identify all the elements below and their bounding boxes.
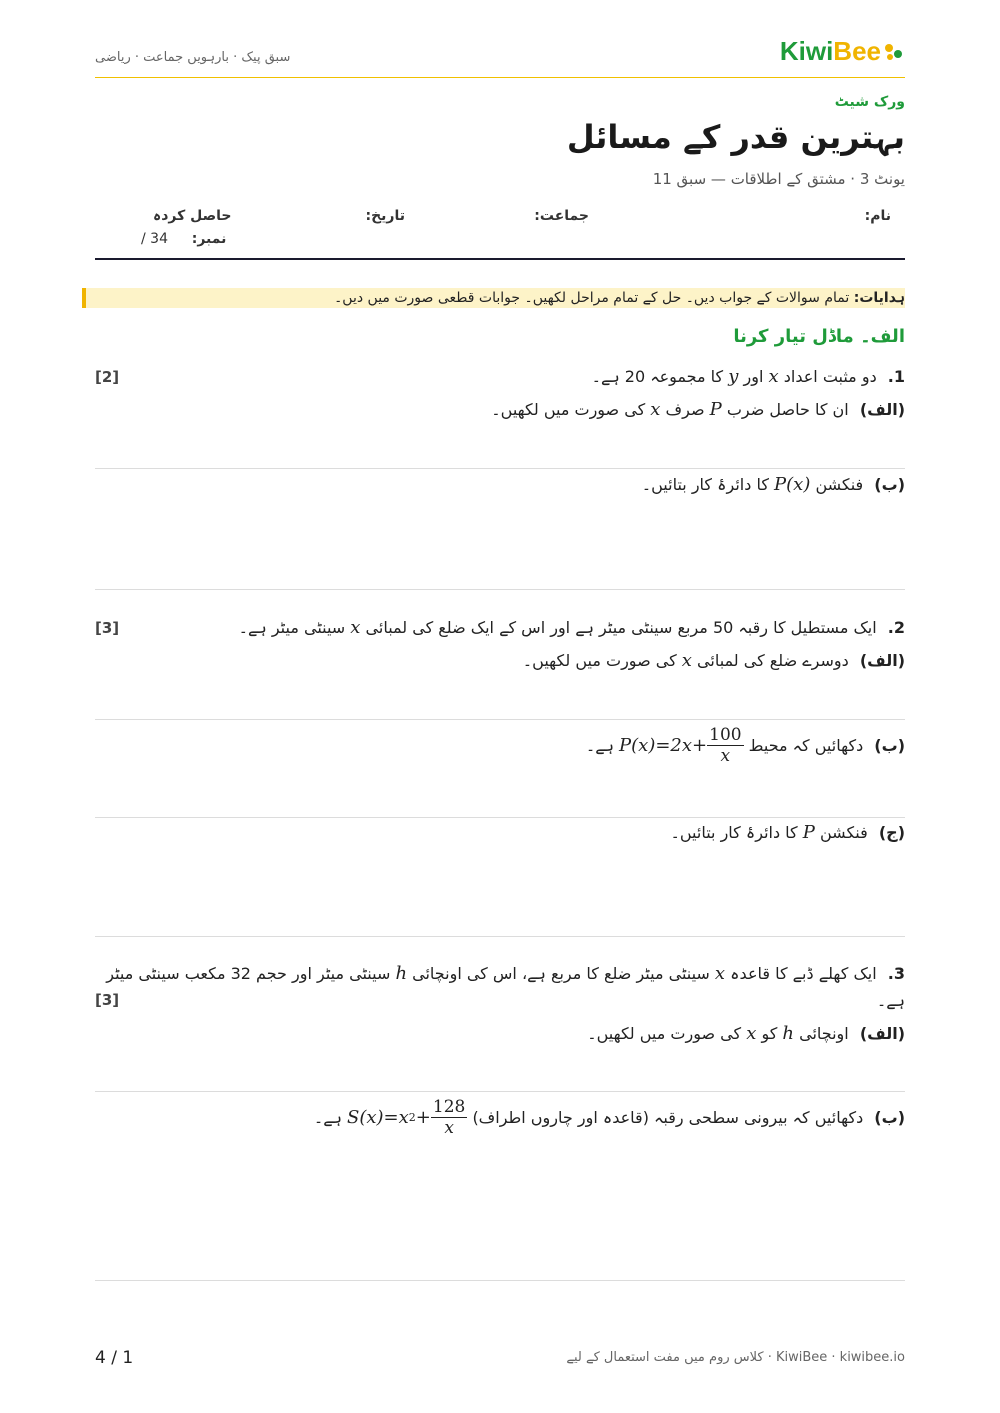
marks-total: / 34 [141, 231, 168, 247]
question-1a [491, 399, 905, 420]
q1a-label: (الف) [859, 400, 905, 419]
logo-dots-icon [883, 41, 905, 63]
answer-line-q2a [95, 719, 905, 720]
q1a-var-p: P [709, 399, 722, 420]
q3b-exponent: 2 [408, 1111, 416, 1124]
q3a-label: (الف) [859, 1024, 905, 1043]
question-1b [642, 474, 905, 495]
q1-var-x: x [768, 366, 779, 387]
q2-text-2: سینٹی میٹر ہے۔ [238, 618, 346, 637]
q3b-numerator: 128 [432, 1097, 466, 1117]
question-2c [670, 822, 905, 843]
question-2-marks: [3] [95, 619, 120, 637]
q2b-equation-lhs: P(x)=2x+ [619, 735, 708, 756]
q3b-plus: + [415, 1107, 431, 1128]
page-title: بہترین قدر کے مسائل [566, 118, 905, 156]
q1b-text-1: فنکشن [815, 475, 864, 494]
obtained-label: حاصل کردہ [153, 208, 232, 224]
q3b-fraction [431, 1097, 467, 1138]
q1-text-1: دو مثبت اعداد [783, 367, 877, 386]
page-number: 4 / 1 [95, 1348, 134, 1368]
q2c-text-2: کا دائرۂ کار بتائیں۔ [670, 823, 798, 842]
q2b-text-1: دکھائیں کہ محیط [748, 736, 864, 755]
marks-field [141, 231, 226, 247]
q2b-fraction [707, 725, 743, 766]
q2a-text-2: کی صورت میں لکھیں۔ [522, 651, 677, 670]
q2a-text-1: دوسرے ضلع کی لمبائی [697, 651, 849, 670]
logo-kiwi-text: Kiwi [779, 36, 834, 66]
page-subtitle: یونٹ 3 · مشتق کے اطلاقات — سبق 11 [652, 170, 905, 188]
q3-var-x: x [714, 963, 726, 984]
q3a-text-2: کو [761, 1024, 778, 1043]
q3-text-4: ہے۔ [876, 991, 905, 1010]
q2b-text-2: ہے۔ [585, 736, 614, 755]
q2a-var-x: x [681, 650, 692, 671]
subject-line: سبق پیک · بارہویں جماعت · ریاضی [95, 50, 291, 65]
q1-var-y: y [728, 366, 739, 387]
q3b-label: (ب) [874, 1108, 905, 1127]
answer-line-q3a [95, 1091, 905, 1092]
answer-line-q2b [95, 817, 905, 818]
q3b-text-1: دکھائیں کہ بیرونی سطحی رقبہ (قاعدہ اور چاروں اطراف) [472, 1108, 864, 1127]
name-label: نام: [864, 208, 891, 224]
question-2 [239, 617, 905, 638]
kiwibee-logo [780, 36, 905, 67]
footer-credit: KiwiBee · kiwibee.io · کلاس روم میں مفت استعمال کے لیے [566, 1350, 905, 1365]
question-2b [586, 725, 905, 766]
section-a-title: الف۔ ماڈل تیار کرنا [733, 326, 905, 347]
q3a-var-x: x [746, 1023, 757, 1044]
q1b-label: (ب) [874, 475, 905, 494]
question-1 [592, 366, 905, 387]
q1-text-2: اور [743, 367, 764, 386]
q2-text-1: ایک مستطیل کا رقبہ 50 مربع سینٹی میٹر ہے اور اس کے ایک ضلع کی لمبائی [365, 618, 877, 637]
q2b-equation [619, 725, 744, 766]
question-2a [523, 650, 905, 671]
instructions-text: تمام سوالات کے جواب دیں۔ حل کے تمام مراحل لکھیں۔ جوابات قطعی صورت میں دیں۔ [334, 290, 850, 306]
student-info-row [95, 208, 905, 260]
q3a-text-3: کی صورت میں لکھیں۔ [587, 1024, 742, 1043]
q3-text-2: سینٹی میٹر ضلع کا مربع ہے، اس کی اونچائی [412, 964, 710, 983]
q2-var-x: x [350, 617, 361, 638]
answer-line-q1a [95, 468, 905, 469]
q3a-var-h: h [782, 1023, 795, 1044]
question-3-marks: [3] [95, 991, 120, 1009]
q1a-text-3: کی صورت میں لکھیں۔ [491, 400, 646, 419]
question-3 [106, 963, 905, 984]
marks-label: نمبر: [191, 231, 227, 247]
q2c-text-1: فنکشن [819, 823, 868, 842]
q3b-equation-lhs: S(x)=x [347, 1107, 409, 1128]
q2b-label: (ب) [874, 736, 905, 755]
question-3b [314, 1097, 905, 1138]
question-1-number: 1. [887, 367, 905, 386]
q1a-var-x: x [650, 399, 661, 420]
class-label: جماعت: [534, 208, 589, 224]
q3b-equation [347, 1097, 467, 1138]
answer-line-q1b [95, 589, 905, 590]
question-2-number: 2. [887, 618, 905, 637]
q1b-text-2: کا دائرۂ کار بتائیں۔ [641, 475, 769, 494]
date-label: تاریخ: [365, 208, 405, 224]
question-1-marks: [2] [95, 368, 120, 386]
header-divider [95, 77, 905, 78]
q2c-label: (ج) [878, 823, 905, 842]
q3a-text-1: اونچائی [799, 1024, 849, 1043]
q3b-denominator: x [444, 1118, 454, 1138]
q1b-math: P(x) [774, 474, 811, 495]
q2b-denominator: x [720, 746, 731, 766]
q2a-label: (الف) [859, 651, 905, 670]
q1a-text-1: ان کا حاصل ضرب [726, 400, 849, 419]
question-3-number: 3. [887, 964, 905, 983]
answer-line-q3b [95, 1280, 905, 1281]
logo-bee-text: Bee [833, 36, 881, 66]
q3-text-1: ایک کھلے ڈبے کا قاعدہ [730, 964, 877, 983]
q1-text-3: کا مجموعہ 20 ہے۔ [591, 367, 724, 386]
worksheet-kicker: ورک شیٹ [834, 94, 905, 110]
instructions-label: ہدایات: [853, 290, 905, 306]
question-3a [587, 1023, 905, 1044]
q1a-text-2: صرف [665, 400, 705, 419]
q2c-var-p: P [802, 822, 815, 843]
q3b-text-2: ہے۔ [313, 1108, 342, 1127]
answer-line-q2c [95, 936, 905, 937]
question-3-continued [877, 991, 905, 1010]
instructions-banner [82, 288, 905, 308]
q3-var-h: h [395, 963, 408, 984]
q2b-numerator: 100 [709, 725, 742, 745]
q3-text-3: سینٹی میٹر اور حجم 32 مکعب سینٹی میٹر [106, 964, 391, 983]
